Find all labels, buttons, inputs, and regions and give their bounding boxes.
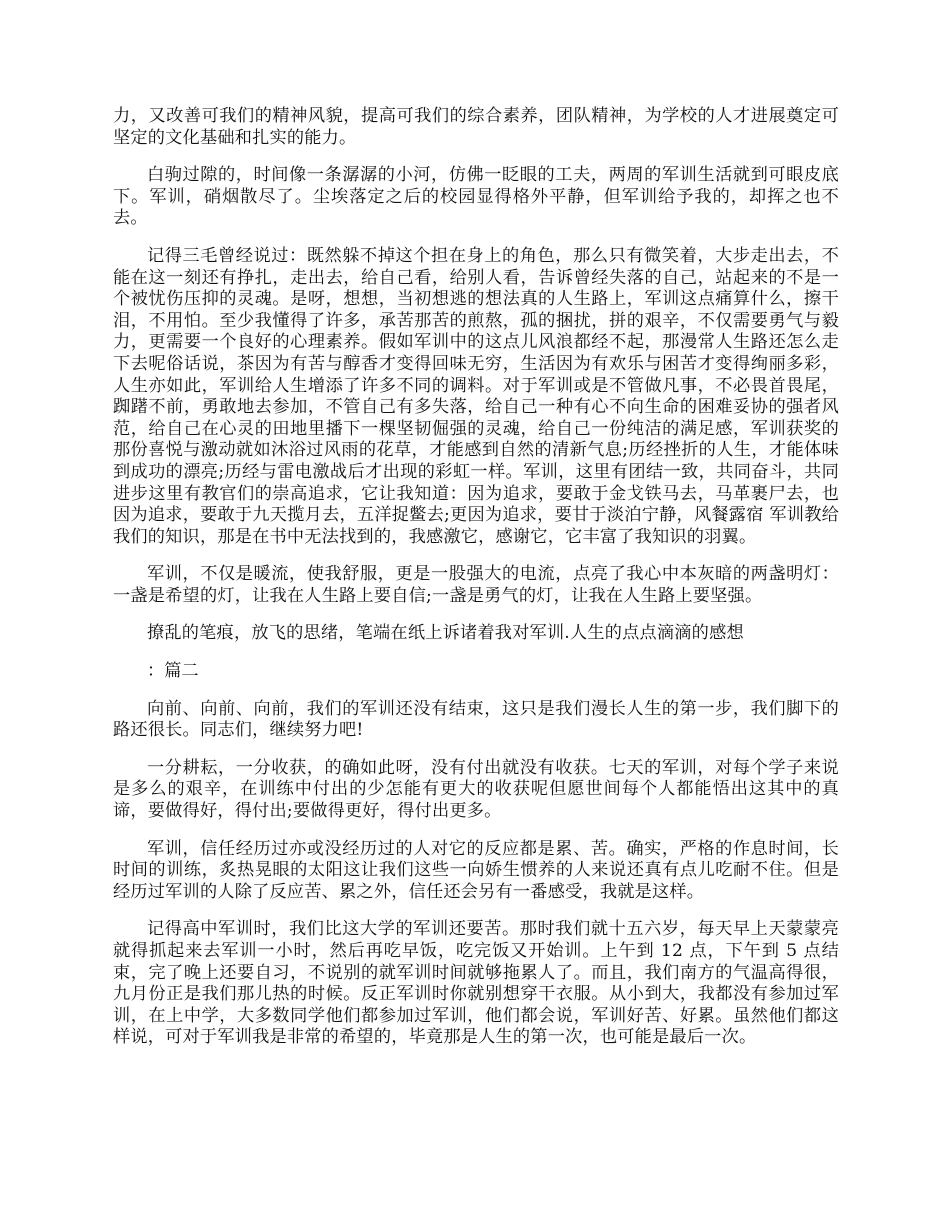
paragraph-two-lamps: 军训，不仅是暖流，使我舒服，更是一股强大的电流，点亮了我心中本灰暗的两盏明灯：一盏是希望的灯，让我在人生路上要自信;一盏是勇气的灯，让我在人生路上要坚强。: [113, 564, 839, 606]
paragraph-forward: 向前、向前、向前，我们的军训还没有结束，这只是我们漫长人生的第一步，我们脚下的路还很长。同志们，继续努力吧!: [113, 698, 839, 741]
paragraph-sanmao-quote: 记得三毛曾经说过：既然躲不掉这个担在身上的角色，那么只有微笑着，大步走出去，不能在这一刻还有挣扎，走出去，给自己看，给别人看，告诉曾经失落的自己，站起来的不是一个被忧伤压抑的灵魂。是呀，想想，当初想逃的想法真的人生路上，军训这点痛算什么，擦干泪，不用怕。至少我懂得了许多，承苦那苦的煎熬，孤的捆扰，拼的艰辛，不仅需要勇气与毅力，更需要一个良好的心理素养。假如军训中的这点儿风浪都经不起，那漫常人生路还怎么走下去呢俗话说，茶因为有苦与醇香才变得回味无穷，生活因为有欢乐与困苦才变得绚丽多彩，人生亦如此，军训给人生增添了许多不同的调料。对于军训或是不管做凡事，不必畏首畏尾，踟躇不前，勇敢地去参加，不管自己有多失落，给自己一种有心不向生命的困难妥协的强者风范，给自己在心灵的田地里播下一棵坚韧倔强的灵魂，给自己一份纯洁的满足感，军训获奖的那份喜悦与激动就如沐浴过风雨的花草，才能感到自然的清新气息;历经挫折的人生，才能体味到成功的漂亮;历经与雷电激战后才出现的彩虹一样。军训，这里有团结一致，共同奋斗，共同进步这里有教官们的崇高追求，它让我知道：因为追求，要敢于金戈铁马去，马革裹尸去，也因为追求，要敢于九天揽月去，五洋捉鳖去;更因为追求，要甘于淡泊宁静，风餐露宿 军训教给我们的知识，那是在书中无法找到的，我感激它，感谢它，它丰富了我知识的羽翼。: [113, 245, 839, 547]
document-page: [113, 106, 839, 1065]
paragraph-closing-thoughts: 撩乱的笔痕，放飞的思绪，笔端在纸上诉诸着我对军训.人生的点点滴滴的感想: [147, 623, 744, 644]
paragraph-continuation: 力，又改善可我们的精神风貌，提高可我们的综合素养，团队精神，为学校的人才进展奠定可坚定的文化基础和扎实的能力。: [113, 106, 839, 148]
paragraph-high-school-training: 记得高中军训时，我们比这大学的军训还要苦。那时我们就十五六岁，每天早上天蒙蒙亮就得抓起来去军训一小时，然后再吃早饭，吃完饭又开始训。上午到 12 点，下午到 5 点结束，完了晚上还要自习，不说别的就军训时间就够拖累人了。而且，我们南方的气温高得很，九月份正是我们那儿热的时候。反正军训时你就别想穿干衣服。从小到大，我都没有参加过军训，在上中学，大多数同学他们都参加过军训，他们都会说，军训好苦、好累。虽然他们都这样说，可对于军训我是非常的希望的，毕竟那是人生的第一次，也可能是最后一次。: [113, 919, 839, 1048]
paragraph-tired-bitter: 军训，信任经历过亦或没经历过的人对它的反应都是累、苦。确实，严格的作息时间，长时间的训练，炙热晃眼的太阳这让我们这些一向娇生惯养的人来说还真有点儿吃耐不住。但是经历过军训的人除了反应苦、累之外，信任还会另有一番感受，我就是这样。: [113, 838, 839, 902]
paragraph-effort-reward: 一分耕耘，一分收获，的确如此呀，没有付出就没有收获。七天的军训，对每个学子来说是多么的艰辛，在训练中付出的少怎能有更大的收获呢但愿世间每个人都能悟出这其中的真谛，要做得好，得付出;要做得更好，得付出更多。: [113, 757, 839, 822]
paragraph-time-flies: 白驹过隙的，时间像一条潺潺的小河，仿佛一眨眼的工夫，两周的军训生活就到可眼皮底下。军训，硝烟散尽了。尘埃落定之后的校园显得格外平静，但军训给予我的，却挥之也不去。: [113, 165, 839, 229]
section-heading: ：篇二: [147, 661, 199, 682]
